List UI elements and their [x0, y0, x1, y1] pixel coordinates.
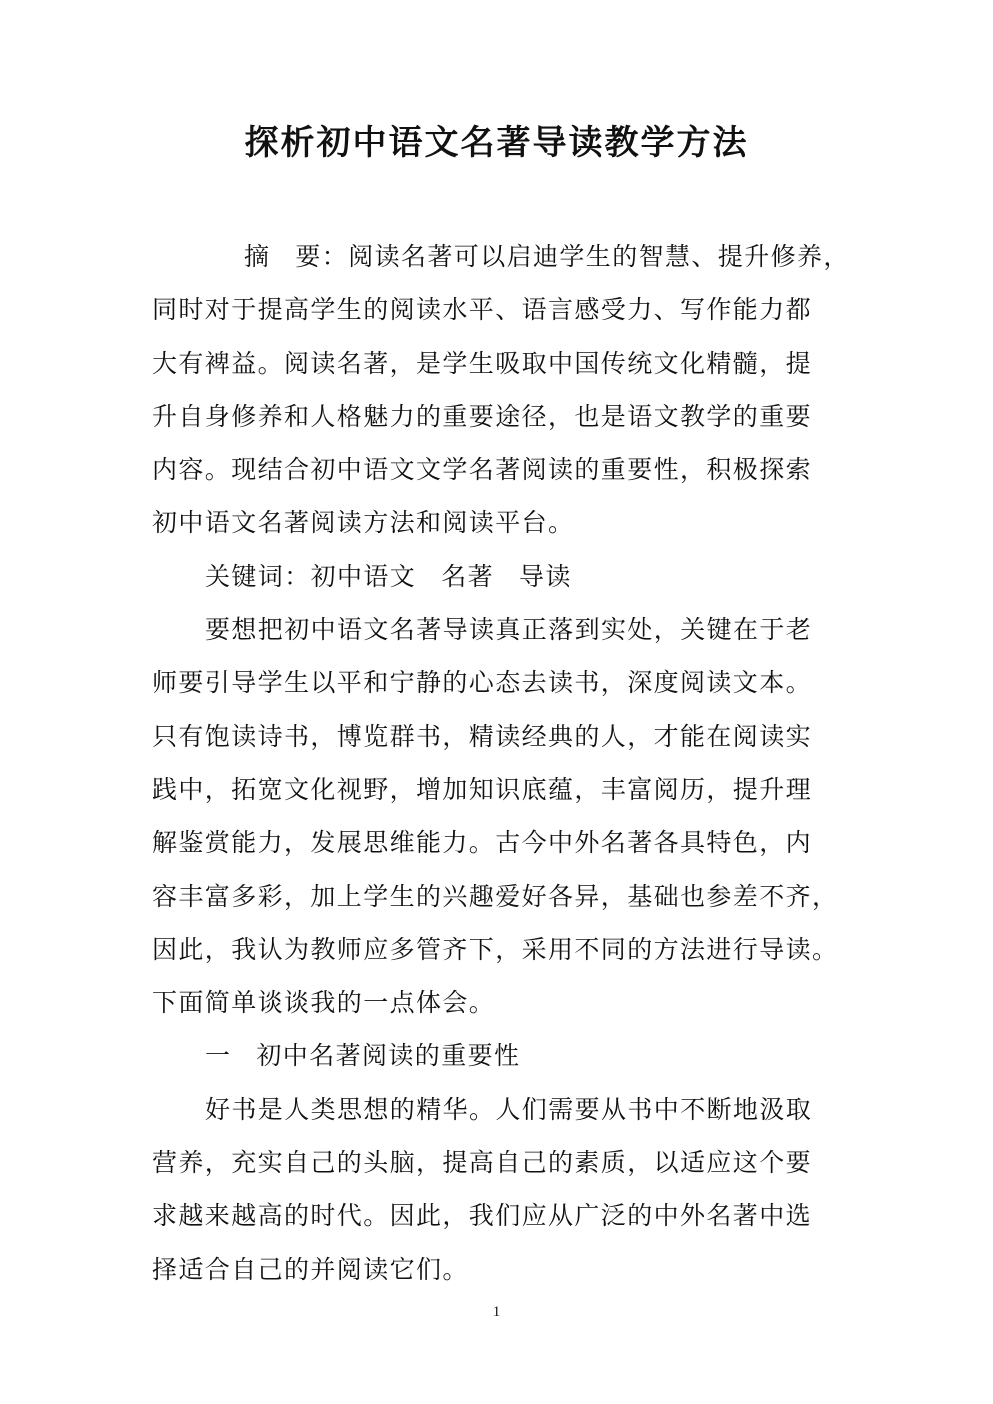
paragraph-1-line: 践中，拓宽文化视野，增加知识底蕴，丰富阅历，提升理 [152, 774, 813, 804]
keywords-label: 关键词：初中语文 [205, 561, 417, 591]
abstract-label-a: 摘 [244, 242, 271, 271]
abstract-first-line [152, 230, 850, 283]
paragraph-1-line: 解鉴赏能力，发展思维能力。古今中外名著各具特色，内 [152, 828, 813, 858]
paragraph-2-line: 求越来越高的时代。因此，我们应从广泛的中外名著中选 [152, 1201, 813, 1231]
keyword-2: 名著 [441, 561, 495, 591]
paragraph-1-line: 只有饱读诗书，博览群书，精读经典的人，才能在阅读实 [152, 721, 813, 751]
abstract-line: 同时对于提高学生的阅读水平、语言感受力、写作能力都 [152, 295, 813, 325]
section-heading [152, 1029, 842, 1082]
paragraph-1-line: 要想把初中语文名著导读真正落到实处，关键在于老 [205, 615, 813, 645]
paragraph-1-line: 因此，我认为教师应多管齐下，采用不同的方法进行导读。 [152, 934, 839, 964]
keywords-line [152, 550, 842, 603]
paragraph-1-line: 师要引导学生以平和宁静的心态去读书，深度阅读文本。 [152, 668, 813, 698]
abstract-line: 初中语文名著阅读方法和阅读平台。 [152, 508, 575, 538]
paragraph-2-line: 营养，充实自己的头脑，提高自己的素质，以适应这个要 [152, 1148, 813, 1178]
paragraph-1-line: 下面简单谈谈我的一点体会。 [152, 988, 496, 1018]
keyword-3: 导读 [519, 561, 572, 591]
document-body [152, 230, 850, 1296]
section-number: 一 [205, 1041, 232, 1071]
section-heading-text: 初中名著阅读的重要性 [256, 1041, 521, 1071]
abstract-label-b: 要：阅读名著可以启迪学生的智慧、提升修养， [295, 242, 850, 271]
page-number: 1 [492, 1304, 501, 1320]
paragraph-2-line: 择适合自己的并阅读它们。 [152, 1254, 469, 1284]
abstract-line: 大有裨益。阅读名著，是学生吸取中国传统文化精髓，提 [152, 348, 813, 378]
document-title: 探析初中语文名著导读教学方法 [244, 123, 749, 163]
abstract-line: 升自身修养和人格魅力的重要途径，也是语文教学的重要 [152, 401, 813, 431]
paragraph-2-line: 好书是人类思想的精华。人们需要从书中不断地汲取 [205, 1094, 813, 1124]
abstract-line: 内容。现结合初中语文文学名著阅读的重要性，积极探索 [152, 455, 813, 485]
paragraph-1-line: 容丰富多彩，加上学生的兴趣爱好各异，基础也参差不齐， [152, 881, 839, 911]
